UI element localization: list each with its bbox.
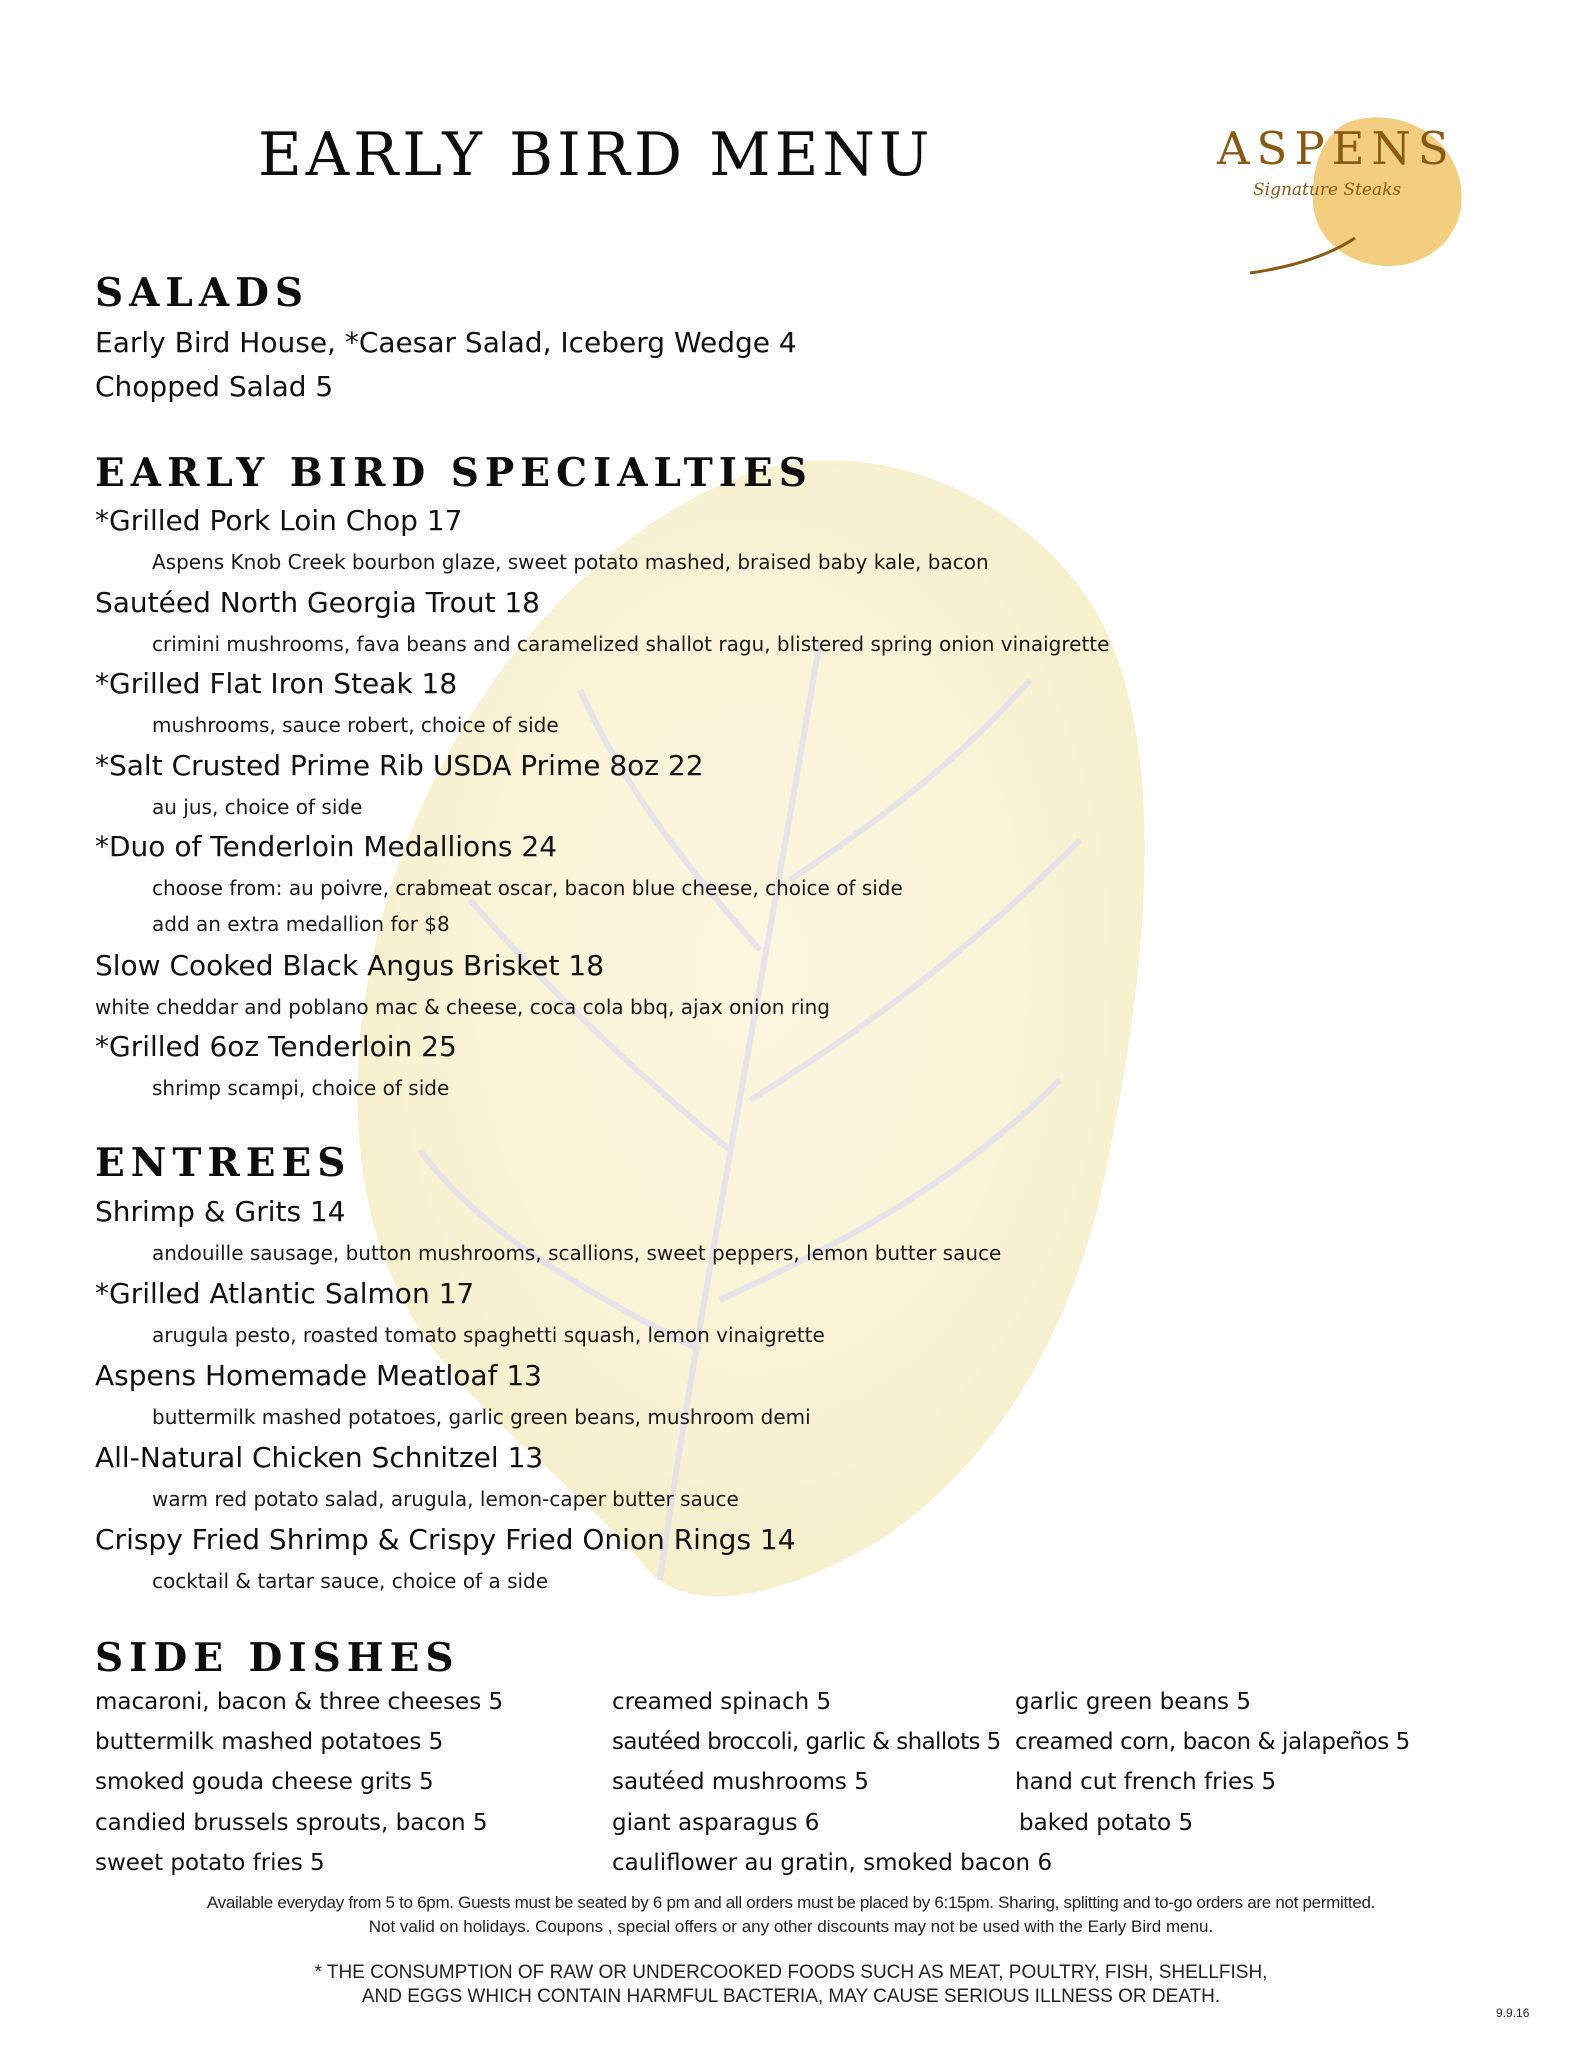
side-dish: baked potato 5: [1019, 1810, 1194, 1836]
menu-item-desc: Aspens Knob Creek bourbon glaze, sweet potato mashed, braised baby kale, bacon: [152, 550, 989, 574]
menu-item-name: Aspens Homemade Meatloaf 13: [95, 1359, 542, 1392]
salads-heading: SALADS: [95, 270, 310, 316]
menu-item-desc: crimini mushrooms, fava beans and caramelized shallot ragu, blistered spring onion vinaigrette: [152, 632, 1110, 656]
menu-item-desc: mushrooms, sauce robert, choice of side: [152, 713, 559, 737]
side-dish: creamed corn, bacon & jalapeños 5: [1015, 1729, 1410, 1755]
menu-item-name: Crispy Fried Shrimp & Crispy Fried Onion Rings 14: [95, 1523, 796, 1556]
side-dish: sautéed mushrooms 5: [612, 1769, 869, 1795]
menu-item-name: *Grilled Pork Loin Chop 17: [95, 504, 463, 537]
side-dish: sautéed broccoli, garlic & shallots 5: [612, 1729, 1001, 1755]
page-title: EARLY BIRD MENU: [258, 120, 934, 190]
logo-wordmark: ASPENS: [1217, 122, 1456, 175]
health-warning: * THE CONSUMPTION OF RAW OR UNDERCOOKED FOODS SUCH AS MEAT, POULTRY, FISH, SHELLFISH,: [314, 1962, 1268, 1983]
aspens-logo: [1205, 108, 1465, 278]
menu-item-desc: white cheddar and poblano mac & cheese, coca cola bbq, ajax onion ring: [95, 995, 830, 1019]
salad-line: Early Bird House, *Caesar Salad, Iceberg Wedge 4: [95, 326, 797, 359]
entrees-heading: ENTREES: [95, 1140, 352, 1186]
side-dish: smoked gouda cheese grits 5: [95, 1769, 434, 1795]
salad-line: Chopped Salad 5: [95, 370, 334, 403]
date-code: 9.9.16: [1496, 2006, 1530, 2020]
menu-item-name: Slow Cooked Black Angus Brisket 18: [95, 949, 605, 982]
menu-item-name: *Salt Crusted Prime Rib USDA Prime 8oz 22: [95, 749, 704, 782]
availability-note: Available everyday from 5 to 6pm. Guests must be seated by 6 pm and all orders must be placed by 6:15pm. Sharing, splitting and to-go orders are not permitted.: [206, 1893, 1376, 1912]
menu-item-desc: buttermilk mashed potatoes, garlic green beans, mushroom demi: [152, 1405, 811, 1429]
menu-item-desc: shrimp scampi, choice of side: [152, 1076, 450, 1100]
menu-item-name: *Grilled 6oz Tenderloin 25: [95, 1030, 457, 1063]
menu-item-desc: arugula pesto, roasted tomato spaghetti squash, lemon vinaigrette: [152, 1323, 825, 1347]
side-dish: cauliflower au gratin, smoked bacon 6: [612, 1850, 1053, 1876]
logo-tagline: Signature Steaks: [1253, 180, 1402, 200]
menu-item-desc: cocktail & tartar sauce, choice of a side: [152, 1569, 549, 1593]
side-dish: garlic green beans 5: [1015, 1689, 1251, 1715]
menu-item-desc: au jus, choice of side: [152, 795, 363, 819]
side-dish: creamed spinach 5: [612, 1689, 832, 1715]
menu-item-desc: choose from: au poivre, crabmeat oscar, bacon blue cheese, choice of side: [152, 876, 903, 900]
side-dish: hand cut french fries 5: [1015, 1769, 1277, 1795]
side-dish: macaroni, bacon & three cheeses 5: [95, 1689, 504, 1715]
menu-item-name: *Grilled Flat Iron Steak 18: [95, 667, 458, 700]
menu-item-desc: andouille sausage, button mushrooms, scallions, sweet peppers, lemon butter sauce: [152, 1241, 1002, 1265]
sides-heading: SIDE DISHES: [95, 1635, 460, 1681]
menu-item-desc: warm red potato salad, arugula, lemon-caper butter sauce: [152, 1487, 739, 1511]
specialties-heading: EARLY BIRD SPECIALTIES: [95, 450, 813, 496]
side-dish: candied brussels sprouts, bacon 5: [95, 1810, 488, 1836]
menu-item-desc: add an extra medallion for $8: [152, 912, 450, 936]
side-dish: giant asparagus 6: [612, 1810, 820, 1836]
menu-item-name: Sautéed North Georgia Trout 18: [95, 586, 540, 619]
menu-item-name: All-Natural Chicken Schnitzel 13: [95, 1441, 544, 1474]
menu-item-name: *Duo of Tenderloin Medallions 24: [95, 830, 558, 863]
menu-item-name: Shrimp & Grits 14: [95, 1195, 346, 1228]
health-warning: AND EGGS WHICH CONTAIN HARMFUL BACTERIA, MAY CAUSE SERIOUS ILLNESS OR DEATH.: [361, 1986, 1221, 2007]
side-dish: sweet potato fries 5: [95, 1850, 325, 1876]
menu-item-name: *Grilled Atlantic Salmon 17: [95, 1277, 475, 1310]
availability-note: Not valid on holidays. Coupons , special offers or any other discounts may not be used with the Early Bird menu.: [368, 1917, 1214, 1936]
side-dish: buttermilk mashed potatoes 5: [95, 1729, 444, 1755]
